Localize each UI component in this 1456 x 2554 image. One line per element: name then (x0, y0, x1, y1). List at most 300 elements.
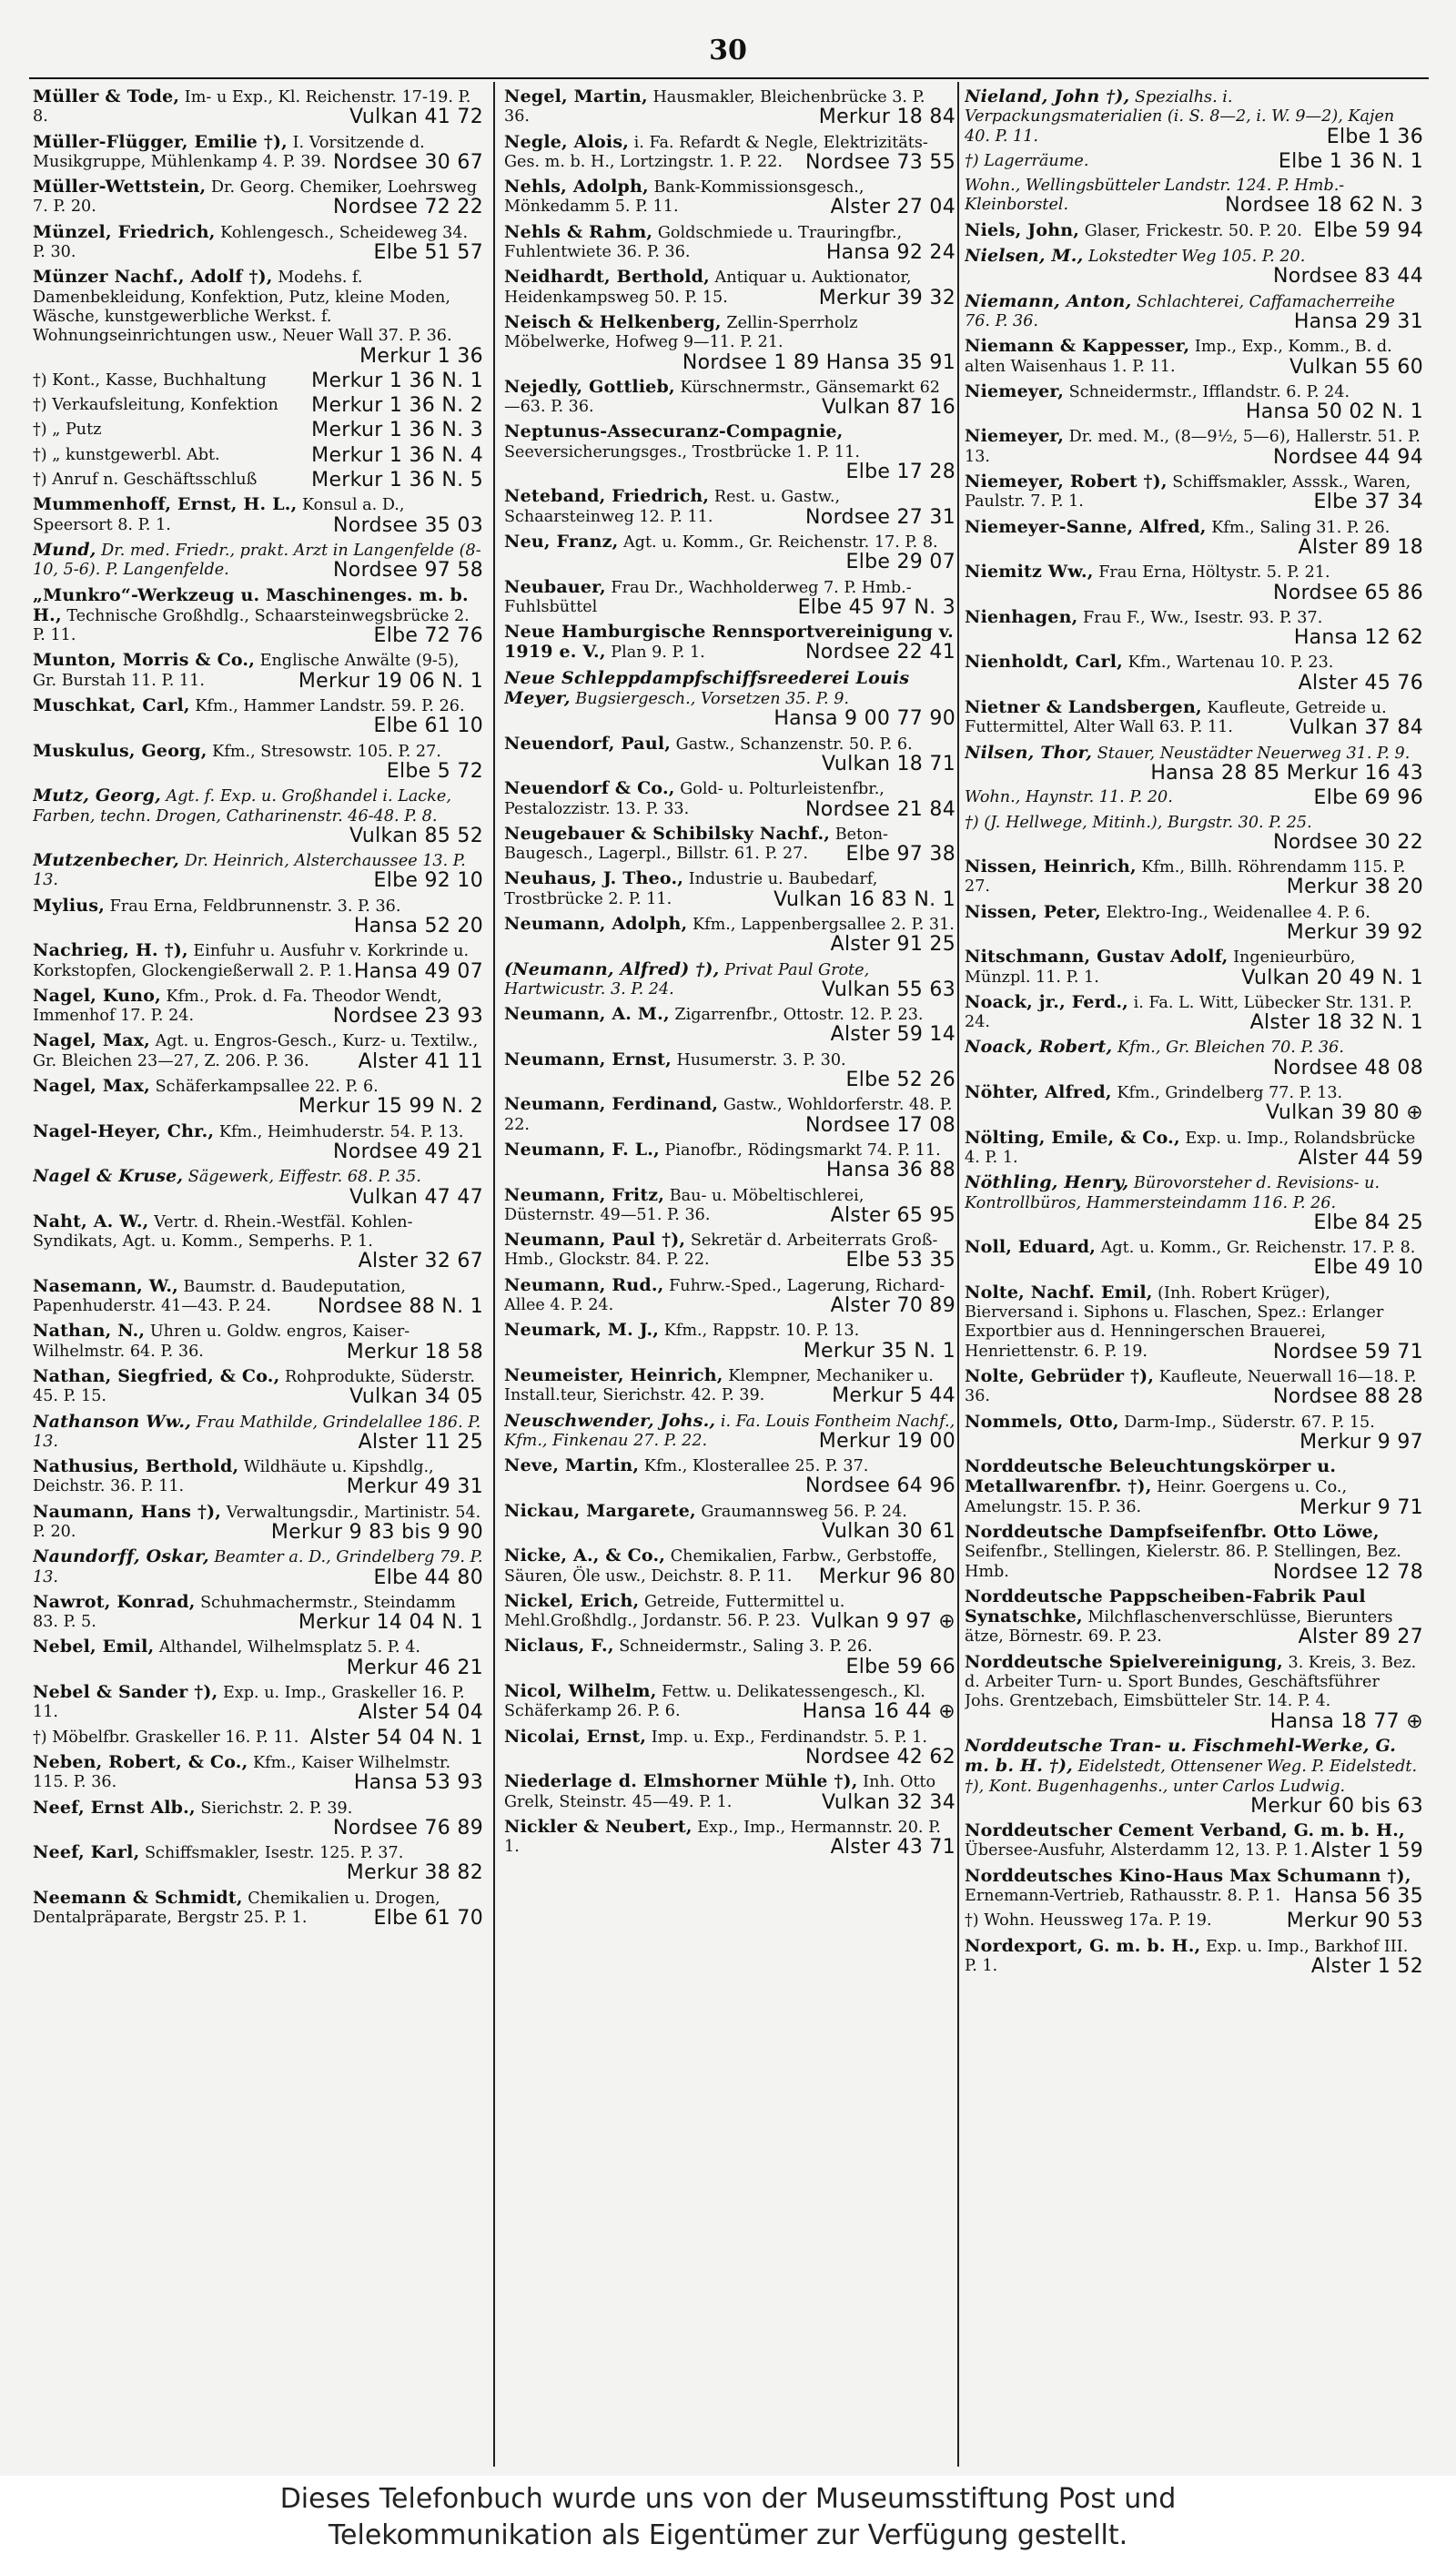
directory-entry (504, 1456, 956, 1496)
phone-number: Nordsee 17 08 (805, 1113, 956, 1137)
entry-details: Konsul a. D., Speersort 8. P. 1. (33, 496, 405, 534)
directory-entry (33, 1122, 483, 1162)
phone-number: Nordsee 88 28 (1273, 1385, 1423, 1409)
phone-number: Nordsee 73 55 (805, 150, 956, 174)
directory-entry (33, 1167, 483, 1207)
directory-entry (33, 87, 483, 127)
phone-number: Merkur 14 04 N. 1 (298, 1611, 483, 1635)
entry-name: Nordexport, G. m. b. H., (965, 1935, 1201, 1956)
entry-name: Mummenhoff, Ernst, H. L., (33, 494, 298, 515)
entry-details: Gold- u. Polturleistenfbr., Pestalozzistr. 13. P. 33. (504, 780, 885, 818)
phone-number: Nordsee 30 67 (333, 150, 483, 174)
phone-number: Vulkan 34 05 (349, 1385, 483, 1409)
entry-details: Dr. Georg. Chemiker, Loehrsweg 7. P. 20. (33, 178, 477, 217)
column-divider (957, 82, 959, 2467)
phone-number: Vulkan 39 80 ⊕ (1266, 1101, 1423, 1125)
entry-details: †) „ Putz (33, 421, 102, 440)
entry-details: Seifenfbr., Stellingen, Kielerstr. 86. P. Stellingen, Bez. Hmb. (965, 1543, 1401, 1581)
phone-number: Alster 89 18 (1298, 535, 1423, 559)
directory-entry (965, 472, 1423, 512)
entry-details: Agt. u. Komm., Gr. Reichenstr. 17. P. 8. (623, 532, 938, 552)
phone-number: Alster 43 71 (830, 1836, 956, 1860)
entry-details: Kfm., Heimhuderstr. 54. P. 13. (218, 1122, 464, 1141)
directory-column-3 (965, 87, 1423, 2463)
entry-details: Kfm., Kaiser Wilhelmstr. 115. P. 36. (33, 1753, 451, 1792)
phone-number: Alster 11 25 (358, 1430, 483, 1454)
phone-number: Nordsee 42 62 (805, 1745, 956, 1769)
entry-details: †) Möbelfbr. Graskeller 16. P. 11. (33, 1728, 299, 1747)
footer-line-1: Dieses Telefonbuch wurde uns von der Museumsstiftung Post und (279, 2483, 1177, 2515)
entry-details: Dr. Heinrich, Alsterchaussee 13. P. 13. (33, 852, 466, 890)
entry-details: Kohlengesch., Scheideweg 34. P. 30. (33, 223, 469, 262)
entry-name: Neuschwender, Johs., (504, 1410, 716, 1431)
phone-number: Nordsee 59 71 (1273, 1340, 1423, 1363)
directory-entry (504, 532, 956, 573)
entry-name: Neue Schleppdampfschiffsreederei Louis Meyer, (504, 667, 910, 709)
phone-number: Alster 54 04 N. 1 (309, 1726, 483, 1749)
directory-entry (33, 987, 483, 1027)
directory-entry (504, 87, 956, 127)
directory-entry (33, 394, 483, 418)
phone-number: Alster 59 14 (830, 1023, 956, 1047)
phone-number: Merkur 46 21 (346, 1656, 483, 1679)
entry-details: Dr. med. M., (8—9½, 5—6), Hallerstr. 51. P. 13. (965, 428, 1421, 466)
directory-entry (965, 1587, 1423, 1647)
directory-entry (504, 1231, 956, 1271)
directory-entry (965, 1457, 1423, 1517)
phone-number: Alster 1 59 (1310, 1839, 1423, 1863)
entry-details: Modehs. f. Damenbekleidung, Konfektion, Putz, kleine Moden, Wäsche, kunstgewerbliche Werkst. f. Wohnungseinrichtungen usw., Neuer Wall 37. P. 36. (33, 269, 452, 346)
entry-name: Mund, (33, 539, 96, 560)
entry-name: Nagel-Heyer, Chr., (33, 1120, 215, 1141)
phone-number: Nordsee 97 58 (333, 559, 483, 583)
entry-name: Müller-Wettstein, (33, 177, 207, 198)
entry-details: Einfuhr u. Ausfuhr v. Korkrinde u. Korkstopfen, Glockengießerwall 2. P. 1. (33, 942, 470, 980)
entry-details: Eidelstedt, Ottensener Weg. P. Eidelstedt. †), Kont. Bugenhagenhs., unter Carlos Ludwig. (965, 1758, 1418, 1796)
entry-name: Nagel, Max, (33, 1030, 150, 1051)
entry-details: Schiffsmakler, Isestr. 125. P. 37. (145, 1844, 404, 1863)
entry-details: Kaufleute, Getreide u. Futtermittel, Alter Wall 63. P. 11. (965, 699, 1387, 737)
phone-number: Merkur 9 83 bis 9 90 (270, 1521, 483, 1544)
directory-entry (504, 1050, 956, 1090)
directory-entry (965, 1038, 1423, 1078)
phone-number: Elbe 61 70 (373, 1907, 483, 1931)
directory-entry (504, 1772, 956, 1812)
directory-entry (504, 487, 956, 527)
entry-name: Muskulus, Georg, (33, 740, 207, 761)
phone-number: Hansa 92 24 (825, 241, 956, 265)
entry-details: Kfm., Saling 31. P. 26. (1211, 518, 1390, 537)
entry-name: Nicke, A., & Co., (504, 1546, 666, 1566)
entry-name: Nathan, N., (33, 1321, 146, 1342)
entry-details: †) Lagerräume. (965, 151, 1089, 170)
phone-number: Merkur 1 36 N. 4 (311, 443, 483, 467)
entry-name: Neu, Franz, (504, 531, 619, 552)
entry-name: Neemann & Schmidt, (33, 1887, 243, 1908)
entry-name: Nachrieg, H. †), (33, 940, 188, 961)
entry-name: Niemitz Ww., (965, 562, 1094, 583)
entry-details: Kfm., Billh. Röhrendamm 115. P. 27. (965, 858, 1406, 897)
entry-details: Agt. u. Komm., Gr. Reichenstr. 17. P. 8. (1100, 1239, 1416, 1258)
entry-details: Graumannsweg 56. P. 24. (701, 1502, 907, 1521)
entry-name: Noll, Eduard, (965, 1237, 1097, 1258)
phone-number: Nordsee 1 89 Hansa 35 91 (682, 350, 956, 374)
phone-number: Merkur 1 36 N. 5 (311, 469, 483, 492)
phone-number: Hansa 28 85 Merkur 16 43 (1150, 761, 1423, 785)
entry-details: Lokstedter Weg 105. P. 20. (1087, 248, 1306, 267)
entry-name: Naumann, Hans †), (33, 1501, 222, 1522)
entry-name: Niemann & Kappesser, (965, 336, 1190, 357)
directory-entry (504, 313, 956, 372)
directory-entry (965, 1367, 1423, 1407)
entry-details: Frau Mathilde, Grindelallee 186. P. 13. (33, 1413, 481, 1451)
entry-name: Negle, Alois, (504, 131, 630, 152)
entry-name: Niclaus, F., (504, 1636, 614, 1657)
entry-details: Bank-Kommissionsgesch., Mönkedamm 5. P. 11. (504, 178, 864, 217)
entry-name: Neumann, Fritz, (504, 1184, 665, 1205)
entry-name: Neuhaus, J. Theo., (504, 868, 684, 889)
entry-details: Zigarrenfbr., Ottostr. 12. P. 23. (674, 1006, 924, 1025)
entry-details: Chemikalien, Farbw., Gerbstoffe, Säuren, Öle usw., Deichstr. 8. P. 11. (504, 1547, 937, 1586)
entry-name: Neidhardt, Berthold, (504, 267, 710, 288)
directory-entry (33, 1728, 483, 1748)
entry-details: Exp. u. Imp., Rolandsbrücke 4. P. 1. (965, 1129, 1416, 1167)
entry-name: Neumann, Rud., (504, 1274, 664, 1295)
directory-column-2 (504, 87, 956, 2463)
entry-name: Nawrot, Konrad, (33, 1591, 196, 1612)
entry-name: Neumeister, Heinrich, (504, 1364, 723, 1385)
entry-name: Negel, Martin, (504, 87, 648, 106)
directory-entry (33, 1637, 483, 1677)
entry-details: †) Verkaufsleitung, Konfektion (33, 396, 278, 415)
entry-details: Beton-Baugesch., Lagerpl., Billstr. 61. P. 27. (504, 825, 888, 864)
entry-name: Nilsen, Thor, (965, 742, 1093, 763)
phone-number: Elbe 29 07 (845, 551, 956, 574)
entry-name: Neugebauer & Schibilsky Nachf., (504, 823, 831, 844)
column-divider (493, 82, 495, 2467)
entry-name: Neumann, Ferdinand, (504, 1094, 719, 1115)
directory-entry (965, 814, 1423, 853)
directory-entry (504, 268, 956, 308)
entry-name: Niemeyer, (965, 426, 1065, 447)
directory-entry (33, 1843, 483, 1883)
directory-entry (965, 518, 1423, 558)
phone-number: Elbe 45 97 N. 3 (797, 595, 956, 619)
directory-entry (965, 1523, 1423, 1582)
entry-details: Rohprodukte, Süderstr. 45. P. 15. (33, 1367, 475, 1406)
entry-details: †) Kont., Kasse, Buchhaltung (33, 370, 267, 390)
directory-entry (33, 742, 483, 782)
directory-entry (33, 1889, 483, 1929)
phone-number: Elbe 72 76 (373, 624, 483, 648)
entry-details: Im- u Exp., Kl. Reichenstr. 17-19. P. 8. (33, 88, 471, 127)
entry-name: Neptunus-Assecuranz-Compagnie, (504, 421, 844, 442)
entry-details: Althandel, Wilhelmsplatz 5. P. 4. (158, 1638, 421, 1657)
directory-entry (965, 1937, 1423, 1977)
directory-entry (504, 378, 956, 418)
directory-entry (965, 427, 1423, 467)
entry-details: Frau Dr., Wachholderweg 7. P. Hmb.-Fuhlsbüttel (504, 578, 912, 616)
entry-details: Plan 9. P. 1. (611, 644, 705, 663)
entry-name: Neef, Ernst Alb., (33, 1797, 196, 1818)
directory-entry (965, 1821, 1423, 1861)
phone-number: Hansa 49 07 (353, 959, 483, 983)
directory-entry (33, 371, 483, 390)
entry-details: Technische Großhdlg., Schaarsteinwegsbrücke 2. P. 11. (33, 606, 470, 645)
entry-details: Kfm., Wartenau 10. P. 23. (1127, 654, 1334, 673)
directory-entry (965, 1083, 1423, 1123)
phone-number: Alster 65 95 (830, 1203, 956, 1227)
directory-entry (504, 915, 956, 955)
entry-details: Husumerstr. 3. P. 30. (676, 1050, 846, 1069)
directory-entry (33, 177, 483, 218)
phone-number: Merkur 15 99 N. 2 (298, 1095, 483, 1119)
entry-name: Nielsen, M., (965, 246, 1084, 267)
phone-number: Elbe 37 34 (1313, 491, 1423, 514)
phone-number: Hansa 29 31 (1293, 309, 1423, 333)
entry-details: Schiffsmakler, Asssk., Waren, Paulstr. 7. P. 1. (965, 473, 1411, 512)
entry-details: Kfm., Gr. Bleichen 70. P. 36. (1117, 1039, 1344, 1058)
entry-name: Niemeyer-Sanne, Alfred, (965, 516, 1207, 537)
directory-entry (965, 1173, 1423, 1232)
entry-details: Wohn., Wellingsbütteler Landstr. 124. P. Hmb.-Kleinborstel. (965, 177, 1345, 215)
phone-number: Elbe 92 10 (373, 869, 483, 893)
directory-entry (33, 133, 483, 173)
directory-entry (504, 1276, 956, 1316)
entry-name: Nissen, Heinrich, (965, 856, 1137, 877)
phone-number: Elbe 97 38 (845, 843, 956, 867)
entry-name: Nathan, Siegfried, & Co., (33, 1365, 280, 1386)
directory-entry (504, 669, 956, 729)
entry-details: Verwaltungsdir., Martinistr. 54. P. 20. (33, 1503, 481, 1541)
entry-details: Übersee-Ausfuhr, Alsterdamm 12, 13. P. 1. (965, 1841, 1309, 1860)
entry-name: Neumann, Adolph, (504, 913, 688, 934)
entry-details: Darm-Imp., Süderstr. 67. P. 15. (1124, 1413, 1375, 1432)
entry-name: Nienholdt, Carl, (965, 652, 1123, 673)
entry-name: Norddeutsche Pappscheiben-Fabrik Paul Synatschke, (965, 1586, 1366, 1627)
phone-number: Nordsee 88 N. 1 (318, 1295, 483, 1319)
directory-entry (965, 562, 1423, 603)
directory-entry (965, 903, 1423, 943)
entry-name: Norddeutsche Beleuchtungskörper u. Metallwarenfbr. †), (965, 1456, 1337, 1497)
entry-name: Munton, Morris & Co., (33, 650, 256, 671)
directory-entry (33, 1077, 483, 1117)
entry-name: Norddeutscher Cement Verband, G. m. b. H., (965, 1820, 1405, 1841)
phone-number: Merkur 39 92 (1286, 920, 1423, 944)
entry-name: Nietner & Landsbergen, (965, 697, 1202, 718)
phone-number: Nordsee 30 22 (1273, 830, 1423, 854)
directory-entry (965, 786, 1423, 810)
phone-number: Alster 70 89 (830, 1294, 956, 1318)
entry-details: Sekretär d. Arbeiterrats Groß-Hmb., Glockstr. 84. P. 22. (504, 1231, 938, 1270)
entry-details: Dr. med. Friedr., prakt. Arzt in Langenfelde (8-10, 5-6). P. Langenfelde. (33, 541, 481, 580)
phone-number: Merkur 18 58 (346, 1340, 483, 1363)
phone-number: Merkur 1 36 (359, 344, 483, 368)
entry-name: Münzer Nachf., Adolf †), (33, 267, 273, 288)
entry-details: Industrie u. Baubedarf, Trostbrücke 2. P. 11. (504, 870, 878, 908)
directory-entry (504, 1366, 956, 1406)
directory-entry (504, 623, 956, 664)
directory-entry (33, 267, 483, 368)
directory-entry (33, 586, 483, 646)
entry-name: Nagel, Max, (33, 1076, 150, 1097)
directory-entry (33, 495, 483, 535)
directory-entry (33, 1547, 483, 1587)
directory-entry (965, 948, 1423, 988)
entry-details: Exp. u. Imp., Graskeller 16. P. 11. (33, 1684, 465, 1722)
directory-entry (965, 1737, 1423, 1816)
phone-number: Elbe 1 36 N. 1 (1278, 149, 1423, 173)
entry-name: Niemeyer, (965, 380, 1065, 401)
directory-entry (965, 1283, 1423, 1362)
entry-details: Kfm., Prok. d. Fa. Theodor Wendt, Immenhof 17. P. 24. (33, 987, 442, 1026)
directory-entry (504, 133, 956, 173)
phone-number: Elbe 61 10 (373, 715, 483, 738)
entry-details: Agt. u. Engros-Gesch., Kurz- u. Textilw., Gr. Bleichen 23—27, Z. 206. P. 36. (33, 1032, 479, 1070)
directory-entry (504, 1728, 956, 1768)
phone-number: Hansa 50 02 N. 1 (1245, 400, 1423, 424)
entry-details: Wohn., Haynstr. 11. P. 20. (965, 788, 1173, 807)
entry-details: Antiquar u. Auktionator, Heidenkampsweg 50. P. 15. (504, 269, 912, 307)
entry-details: Kaufleute, Neuerwall 16—18. P. 36. (965, 1367, 1417, 1406)
entry-details: Beamter a. D., Grindelberg 79. P. 13. (33, 1548, 483, 1586)
entry-name: Mutzenbecher, (33, 850, 180, 871)
directory-entry (33, 941, 483, 981)
entry-details: Hausmakler, Bleichenbrücke 3. P. 36. (504, 88, 925, 127)
entry-details: Kfm., Klosterallee 25. P. 37. (643, 1457, 869, 1476)
entry-details: Exp., Imp., Hermannstr. 20. P. 1. (504, 1818, 941, 1857)
entry-name: Nathusius, Berthold, (33, 1456, 239, 1477)
phone-number: Vulkan 30 61 (822, 1520, 956, 1543)
entry-details: Wildhäute u. Kipshdlg., Deichstr. 36. P. 11. (33, 1458, 434, 1496)
entry-name: „Munkro“-Werkzeug u. Maschinenges. m. b. H., (33, 584, 469, 625)
directory-entry (33, 1753, 483, 1793)
directory-entry (33, 851, 483, 891)
entry-details: 3. Kreis, 3. Bez. d. Arbeiter Turn- u. Sport Bundes, Geschäftsführer Johs. Grentzebach, Eimsbütteler Str. 14. P. 4. (965, 1653, 1417, 1711)
entry-name: Nehls & Rahm, (504, 221, 653, 242)
entry-name: Naht, A. W., (33, 1211, 149, 1231)
entry-name: Nickler & Neubert, (504, 1816, 693, 1837)
phone-number: Nordsee 49 21 (333, 1140, 483, 1163)
entry-details: Imp. u. Exp., Ferdinandstr. 5. P. 1. (651, 1728, 927, 1747)
entry-name: Neue Hamburgische Rennsportvereinigung v. 1919 e. V., (504, 622, 954, 663)
phone-number: Alster 27 04 (830, 196, 956, 219)
entry-details: Zellin-Sperrholz Möbelwerke, Hofweg 9—11. P. 21. (504, 313, 858, 352)
entry-name: Nommels, Otto, (965, 1411, 1119, 1432)
entry-name: Noack, jr., Ferd., (965, 991, 1128, 1012)
phone-number: Elbe 17 28 (845, 461, 956, 484)
directory-entry (504, 1592, 956, 1632)
entry-name: Norddeutsche Dampfseifenfbr. Otto Löwe, (965, 1522, 1380, 1542)
phone-number: Merkur 38 82 (346, 1861, 483, 1885)
phone-number: Hansa 36 88 (825, 1159, 956, 1182)
directory-entry (965, 177, 1423, 216)
entry-details: Schäferkampsallee 22. P. 6. (155, 1078, 379, 1097)
entry-name: Norddeutsche Tran- u. Fischmehl-Werke, G. m. b. H. †), (965, 1735, 1397, 1777)
directory-entry (33, 1367, 483, 1407)
phone-number: Vulkan 16 83 N. 1 (774, 887, 956, 911)
phone-number: Vulkan 85 52 (349, 824, 483, 847)
phone-number: Merkur 9 71 (1299, 1495, 1423, 1519)
phone-number: Nordsee 21 84 (805, 797, 956, 821)
directory-entry (33, 897, 483, 937)
entry-name: Neve, Martin, (504, 1455, 640, 1476)
entry-details: Uhren u. Goldw. engros, Kaiser-Wilhelmstr. 64. P. 36. (33, 1323, 410, 1361)
phone-number: Alster 41 11 (358, 1049, 483, 1073)
directory-entry (504, 1502, 956, 1542)
directory-entry (504, 779, 956, 819)
phone-number: Alster 91 25 (830, 933, 956, 957)
directory-entry (965, 87, 1423, 147)
entry-details: i. Fa. Louis Fontheim Nachf., Kfm., Finkenau 27. P. 22. (504, 1412, 956, 1450)
directory-entry (33, 1277, 483, 1317)
entry-details: Frau Erna, Feldbrunnenstr. 3. P. 36. (109, 897, 401, 916)
entry-name: Nicol, Wilhelm, (504, 1681, 657, 1702)
phone-number: Elbe 59 94 (1313, 218, 1423, 242)
phone-number: Merkur 60 bis 63 (1250, 1794, 1423, 1818)
entry-details: Bugsiergesch., Vorsetzen 35. P. 9. (575, 690, 849, 709)
phone-number: Merkur 9 97 (1299, 1430, 1423, 1454)
entry-name: Nicolai, Ernst, (504, 1726, 647, 1747)
phone-number: Elbe 84 25 (1313, 1211, 1423, 1234)
entry-details: Seeversicherungsges., Trostbrücke 1. P. 11. (504, 442, 860, 461)
entry-name: Neuendorf, Paul, (504, 733, 672, 754)
entry-name: Nagel & Kruse, (33, 1166, 184, 1187)
phone-number: Elbe 59 66 (845, 1655, 956, 1678)
entry-name: Nitschmann, Gustav Adolf, (965, 947, 1228, 968)
entry-name: Nickel, Erich, (504, 1590, 640, 1611)
entry-details: †) Wohn. Heussweg 17a. P. 19. (965, 1911, 1212, 1931)
entry-details: (Inh. Robert Krüger), Bierversand i. Siphons u. Flaschen, Spez.: Erlanger Exportbier aus d. Henningerschen Brauerei, Henriettenstr. 6. P. 19. (965, 1283, 1384, 1361)
phone-number: Hansa 53 93 (353, 1771, 483, 1795)
entry-details: i. Fa. L. Witt, Lübecker Str. 131. P. 24. (965, 993, 1412, 1032)
entry-name: Neumann, A. M., (504, 1004, 670, 1025)
entry-name: Neumann, Paul †), (504, 1230, 686, 1251)
phone-number: Nordsee 23 93 (333, 1005, 483, 1029)
entry-details: Gastw., Wohldorferstr. 48. P. 22. (504, 1096, 953, 1134)
entry-name: Nebel, Emil, (33, 1637, 155, 1657)
entry-name: Noack, Robert, (965, 1037, 1113, 1058)
page-number: 30 (709, 35, 747, 66)
entry-details: i. Fa. Refardt & Negle, Elektrizitäts-Ges. m. b. H., Lortzingstr. 1. P. 22. (504, 133, 928, 171)
phone-number: Nordsee 76 89 (333, 1816, 483, 1839)
phone-number: Elbe 52 26 (845, 1069, 956, 1092)
directory-entry (965, 1129, 1423, 1169)
entry-details: Baumstr. d. Baudeputation, Papenhuderstr. 41—43. P. 24. (33, 1277, 406, 1316)
directory-entry (965, 382, 1423, 422)
directory-entry (965, 149, 1423, 173)
directory-entry (33, 471, 483, 490)
entry-details: Kfm., Lappenbergsallee 2. P. 31. (692, 915, 955, 934)
phone-number: Merkur 19 06 N. 1 (298, 669, 483, 693)
directory-entry (33, 1503, 483, 1543)
directory-entry (965, 857, 1423, 897)
phone-number: Elbe 69 96 (1313, 786, 1423, 810)
phone-number: Vulkan 20 49 N. 1 (1241, 966, 1423, 989)
entry-details: Sierichstr. 2. P. 39. (200, 1799, 353, 1818)
directory-entry (504, 869, 956, 909)
directory-entry (504, 177, 956, 218)
entry-name: Nasemann, W., (33, 1275, 178, 1296)
entry-details: Chemikalien u. Drogen, Dentalpräparate, Bergstr 25. P. 1. (33, 1889, 440, 1928)
entry-details: Bau- u. Möbeltischlerei, Düsternstr. 49—51. P. 36. (504, 1186, 864, 1224)
directory-entry (504, 1095, 956, 1135)
phone-number: Nordsee 12 78 (1273, 1560, 1423, 1584)
entry-details: Klempner, Mechaniker u. Install.teur, Sierichstr. 42. P. 39. (504, 1366, 934, 1405)
entry-name: Neisch & Helkenberg, (504, 311, 722, 332)
entry-name: Niederlage d. Elmshorner Mühle †), (504, 1771, 858, 1792)
directory-entry (965, 1911, 1423, 1931)
